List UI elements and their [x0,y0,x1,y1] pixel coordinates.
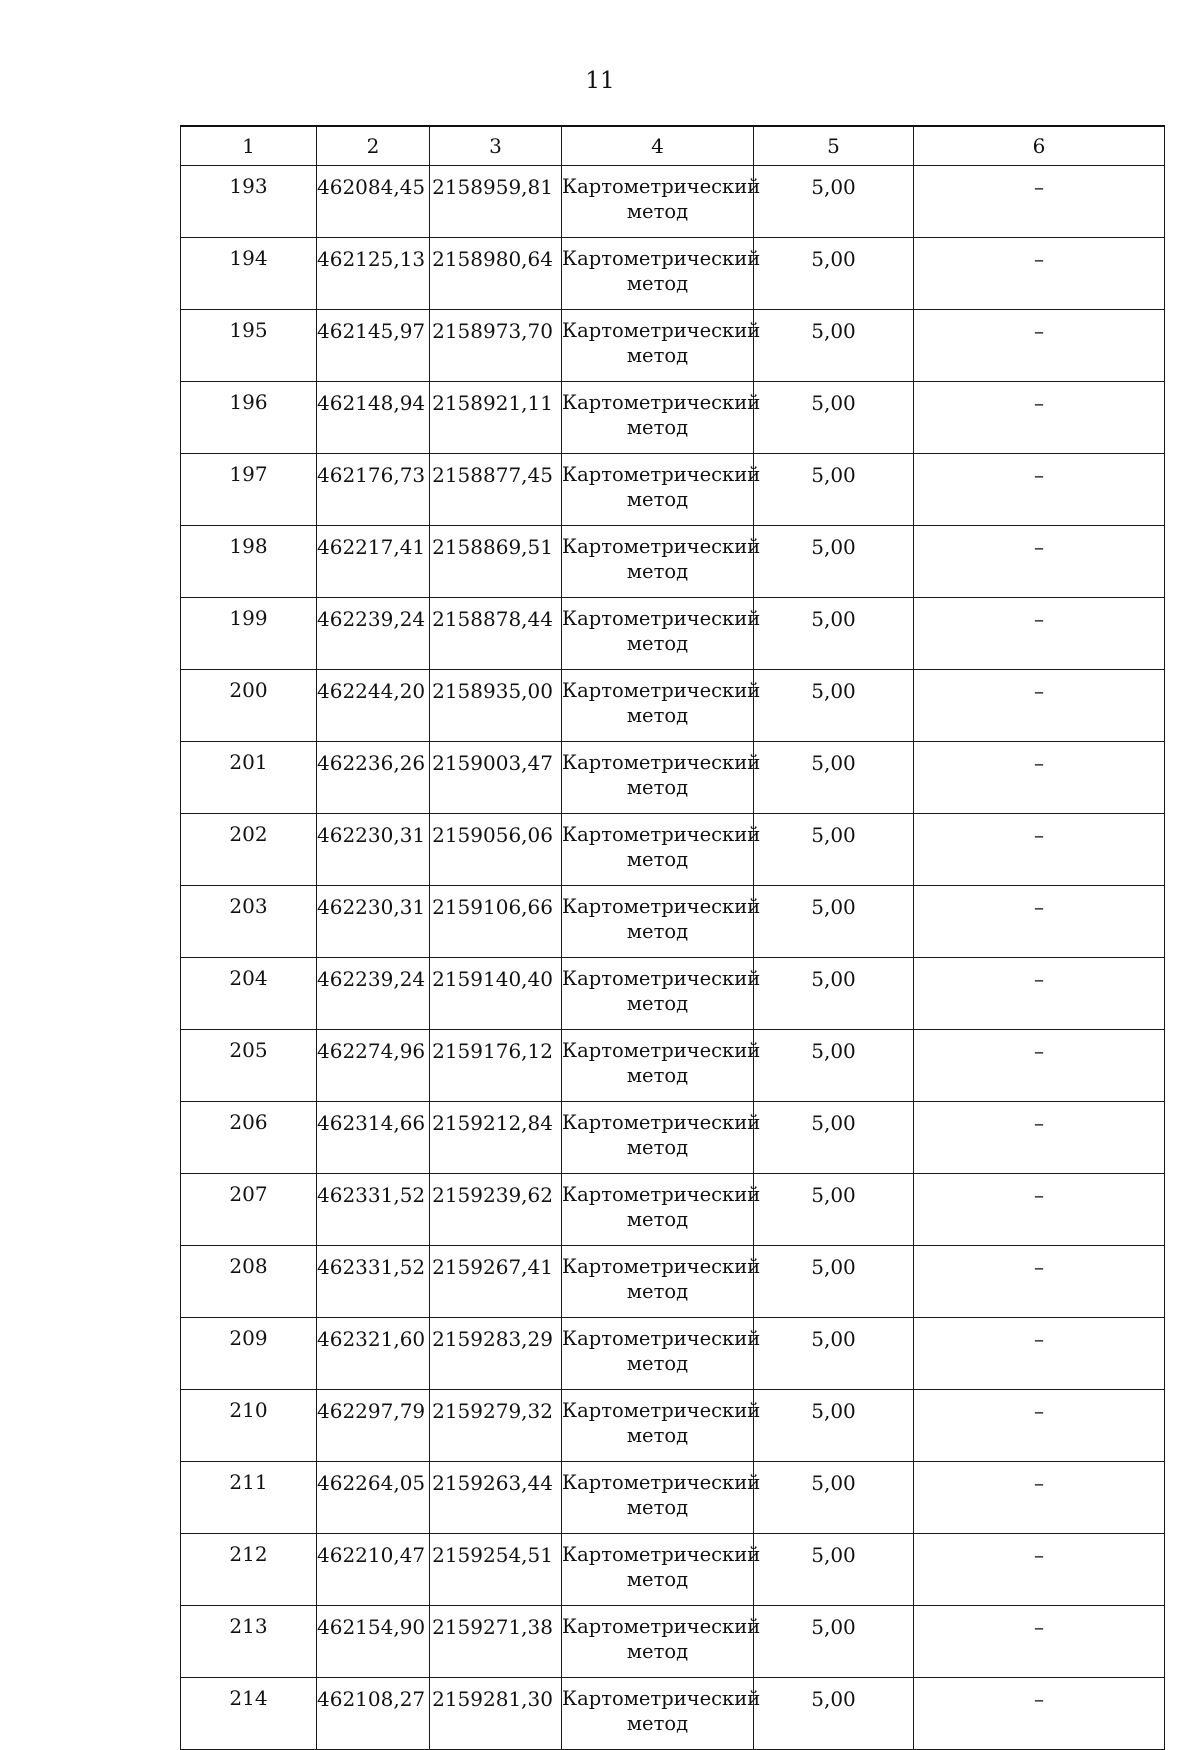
method-cell [562,310,761,382]
table-row [181,454,1165,526]
y-coordinate-cell: 2158973,70 [430,310,562,382]
accuracy-cell: 5,00 [754,1246,914,1318]
point-number-cell: 207 [181,1174,317,1246]
note-cell: – [914,1246,1165,1318]
x-coordinate-cell: 462331,52 [317,1246,430,1318]
method-cell [562,1606,761,1678]
point-number-cell: 199 [181,598,317,670]
header-col-4: 4 [562,126,754,166]
note-cell: – [914,742,1165,814]
method-line-2: метод [626,1424,689,1447]
method-cell [562,1318,761,1390]
x-coordinate-cell: 462314,66 [317,1102,430,1174]
method-cell [562,1246,761,1318]
accuracy-cell: 5,00 [754,886,914,958]
method-cell [562,1174,761,1246]
method-line-2: метод [626,632,689,655]
method-line-2: метод [626,1064,689,1087]
method-line-2: метод [626,1640,689,1663]
table-row [181,526,1165,598]
accuracy-cell: 5,00 [754,382,914,454]
point-number-cell: 209 [181,1318,317,1390]
note-cell: – [914,886,1165,958]
x-coordinate-cell: 462125,13 [317,238,430,310]
y-coordinate-cell: 2159254,51 [430,1534,562,1606]
method-cell [562,742,761,814]
accuracy-cell: 5,00 [754,742,914,814]
point-number-cell: 195 [181,310,317,382]
method-line-1: Картометрический [562,1615,761,1638]
note-cell: – [914,526,1165,598]
accuracy-cell: 5,00 [754,1678,914,1750]
note-cell: – [914,670,1165,742]
y-coordinate-cell: 2159283,29 [430,1318,562,1390]
y-coordinate-cell: 2159267,41 [430,1246,562,1318]
accuracy-cell: 5,00 [754,1534,914,1606]
point-number-cell: 198 [181,526,317,598]
method-line-2: метод [626,1352,689,1375]
accuracy-cell: 5,00 [754,958,914,1030]
table-row [181,1462,1165,1534]
accuracy-cell: 5,00 [754,1318,914,1390]
note-cell: – [914,166,1165,238]
accuracy-cell: 5,00 [754,526,914,598]
y-coordinate-cell: 2159279,32 [430,1390,562,1462]
method-line-1: Картометрический [562,1039,761,1062]
y-coordinate-cell: 2158959,81 [430,166,562,238]
method-line-2: метод [626,1280,689,1303]
method-line-1: Картометрический [562,1687,761,1710]
note-cell: – [914,958,1165,1030]
point-number-cell: 201 [181,742,317,814]
method-line-1: Картометрический [562,1399,761,1422]
note-cell: – [914,454,1165,526]
accuracy-cell: 5,00 [754,814,914,886]
y-coordinate-cell: 2159140,40 [430,958,562,1030]
table-row [181,742,1165,814]
table-header-row [181,126,1165,166]
header-col-2: 2 [317,126,430,166]
point-number-cell: 212 [181,1534,317,1606]
accuracy-cell: 5,00 [754,166,914,238]
table-row [181,670,1165,742]
accuracy-cell: 5,00 [754,670,914,742]
x-coordinate-cell: 462297,79 [317,1390,430,1462]
accuracy-cell: 5,00 [754,454,914,526]
point-number-cell: 200 [181,670,317,742]
table-row [181,1102,1165,1174]
table-row [181,166,1165,238]
accuracy-cell: 5,00 [754,598,914,670]
method-line-2: метод [626,560,689,583]
method-cell [562,1390,761,1462]
accuracy-cell: 5,00 [754,1606,914,1678]
y-coordinate-cell: 2159263,44 [430,1462,562,1534]
method-line-1: Картометрический [562,247,761,270]
accuracy-cell: 5,00 [754,310,914,382]
note-cell: – [914,1174,1165,1246]
point-number-cell: 206 [181,1102,317,1174]
x-coordinate-cell: 462230,31 [317,814,430,886]
y-coordinate-cell: 2159271,38 [430,1606,562,1678]
method-cell [562,1102,761,1174]
x-coordinate-cell: 462236,26 [317,742,430,814]
table-row [181,1174,1165,1246]
y-coordinate-cell: 2159212,84 [430,1102,562,1174]
method-line-2: метод [626,272,689,295]
table-row [181,886,1165,958]
method-line-1: Картометрический [562,1543,761,1566]
note-cell: – [914,238,1165,310]
table-row [181,1390,1165,1462]
table-row [181,1606,1165,1678]
x-coordinate-cell: 462264,05 [317,1462,430,1534]
method-line-2: метод [626,1136,689,1159]
x-coordinate-cell: 462331,52 [317,1174,430,1246]
method-cell [562,454,761,526]
table-body [181,166,1165,1750]
x-coordinate-cell: 462239,24 [317,958,430,1030]
note-cell: – [914,598,1165,670]
note-cell: – [914,1102,1165,1174]
point-number-cell: 208 [181,1246,317,1318]
y-coordinate-cell: 2158935,00 [430,670,562,742]
x-coordinate-cell: 462244,20 [317,670,430,742]
method-cell [562,382,761,454]
method-line-1: Картометрический [562,1111,761,1134]
x-coordinate-cell: 462084,45 [317,166,430,238]
method-line-1: Картометрический [562,1471,761,1494]
method-cell [562,958,761,1030]
method-cell [562,598,761,670]
note-cell: – [914,1534,1165,1606]
point-number-cell: 211 [181,1462,317,1534]
method-line-1: Картометрический [562,175,761,198]
x-coordinate-cell: 462321,60 [317,1318,430,1390]
coordinates-table-container [180,125,1164,1750]
method-line-2: метод [626,920,689,943]
header-col-3: 3 [430,126,562,166]
method-line-1: Картометрический [562,751,761,774]
method-line-2: метод [626,200,689,223]
method-line-1: Картометрический [562,1255,761,1278]
point-number-cell: 213 [181,1606,317,1678]
method-line-2: метод [626,776,689,799]
x-coordinate-cell: 462210,47 [317,1534,430,1606]
method-line-2: метод [626,704,689,727]
method-cell [562,526,761,598]
method-line-2: метод [626,416,689,439]
x-coordinate-cell: 462217,41 [317,526,430,598]
y-coordinate-cell: 2159176,12 [430,1030,562,1102]
point-number-cell: 197 [181,454,317,526]
point-number-cell: 210 [181,1390,317,1462]
method-line-1: Картометрический [562,319,761,342]
x-coordinate-cell: 462230,31 [317,886,430,958]
note-cell: – [914,1606,1165,1678]
method-line-2: метод [626,1496,689,1519]
y-coordinate-cell: 2159003,47 [430,742,562,814]
method-cell [562,1534,761,1606]
x-coordinate-cell: 462154,90 [317,1606,430,1678]
method-line-1: Картометрический [562,967,761,990]
point-number-cell: 205 [181,1030,317,1102]
method-line-1: Картометрический [562,1183,761,1206]
method-line-1: Картометрический [562,535,761,558]
method-cell [562,670,761,742]
header-col-6: 6 [914,126,1165,166]
table-row [181,598,1165,670]
note-cell: – [914,1030,1165,1102]
method-line-2: метод [626,848,689,871]
accuracy-cell: 5,00 [754,1390,914,1462]
y-coordinate-cell: 2159281,30 [430,1678,562,1750]
note-cell: – [914,1318,1165,1390]
method-cell [562,886,761,958]
point-number-cell: 203 [181,886,317,958]
accuracy-cell: 5,00 [754,1102,914,1174]
x-coordinate-cell: 462176,73 [317,454,430,526]
table-row [181,238,1165,310]
method-cell [562,1030,761,1102]
method-line-1: Картометрический [562,1327,761,1350]
method-line-2: метод [626,1568,689,1591]
method-line-2: метод [626,1712,689,1735]
accuracy-cell: 5,00 [754,238,914,310]
accuracy-cell: 5,00 [754,1174,914,1246]
point-number-cell: 214 [181,1678,317,1750]
method-line-1: Картометрический [562,607,761,630]
point-number-cell: 193 [181,166,317,238]
point-number-cell: 202 [181,814,317,886]
method-line-2: метод [626,344,689,367]
method-line-1: Картометрический [562,823,761,846]
table-row [181,1246,1165,1318]
page-number: 11 [585,68,615,94]
y-coordinate-cell: 2158877,45 [430,454,562,526]
x-coordinate-cell: 462148,94 [317,382,430,454]
note-cell: – [914,1678,1165,1750]
header-col-5: 5 [754,126,914,166]
table-row [181,310,1165,382]
y-coordinate-cell: 2159056,06 [430,814,562,886]
method-line-2: метод [626,1208,689,1231]
table-row [181,958,1165,1030]
method-cell [562,166,761,238]
table-row [181,814,1165,886]
method-cell [562,1678,761,1750]
note-cell: – [914,1462,1165,1534]
method-cell [562,238,761,310]
x-coordinate-cell: 462145,97 [317,310,430,382]
table-row [181,1318,1165,1390]
method-line-1: Картометрический [562,463,761,486]
y-coordinate-cell: 2158869,51 [430,526,562,598]
point-number-cell: 204 [181,958,317,1030]
header-col-1: 1 [181,126,317,166]
coordinates-table [180,125,1165,1750]
accuracy-cell: 5,00 [754,1030,914,1102]
y-coordinate-cell: 2159106,66 [430,886,562,958]
point-number-cell: 196 [181,382,317,454]
note-cell: – [914,310,1165,382]
x-coordinate-cell: 462108,27 [317,1678,430,1750]
table-row [181,1534,1165,1606]
method-cell [562,1462,761,1534]
note-cell: – [914,382,1165,454]
method-line-1: Картометрический [562,679,761,702]
method-line-1: Картометрический [562,895,761,918]
table-row [181,382,1165,454]
x-coordinate-cell: 462274,96 [317,1030,430,1102]
point-number-cell: 194 [181,238,317,310]
note-cell: – [914,1390,1165,1462]
y-coordinate-cell: 2158980,64 [430,238,562,310]
method-line-2: метод [626,992,689,1015]
x-coordinate-cell: 462239,24 [317,598,430,670]
method-line-2: метод [626,488,689,511]
y-coordinate-cell: 2158878,44 [430,598,562,670]
method-cell [562,814,761,886]
y-coordinate-cell: 2159239,62 [430,1174,562,1246]
y-coordinate-cell: 2158921,11 [430,382,562,454]
accuracy-cell: 5,00 [754,1462,914,1534]
method-line-1: Картометрический [562,391,761,414]
note-cell: – [914,814,1165,886]
table-row [181,1030,1165,1102]
table-row [181,1678,1165,1750]
